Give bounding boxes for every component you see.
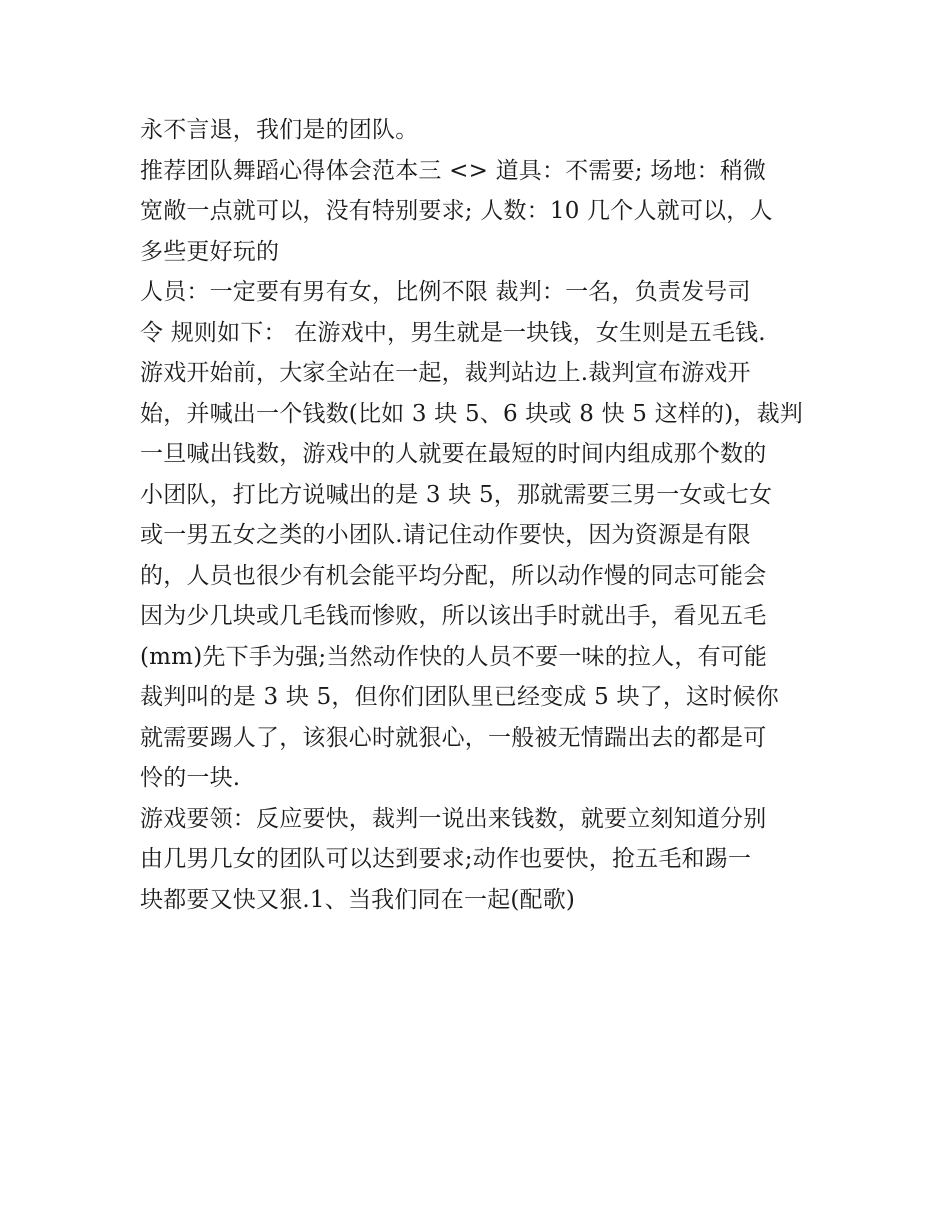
text-line: 怜的一块. — [140, 765, 241, 791]
text-line: 因为少几块或几毛钱而惨败，所以该出手时就出手，看见五毛 — [140, 603, 767, 629]
document-body — [140, 110, 815, 920]
text-line: 游戏要领：反应要快，裁判一说出来钱数，就要立刻知道分别 — [140, 805, 767, 832]
text-line: 或一男五女之类的小团队.请记住动作要快，因为资源是有限 — [140, 522, 751, 548]
text-line: 推荐团队舞蹈心得体会范本三 <> 道具：不需要; 场地：稍微 — [140, 157, 767, 184]
text-line: 宽敞一点就可以，没有特别要求; 人数：10 几个人就可以，人 — [140, 198, 773, 224]
text-line: 就需要踢人了，该狠心时就狠心，一般被无情踹出去的都是可 — [140, 724, 767, 751]
text-line: 多些更好玩的 — [140, 238, 280, 265]
text-line: 裁判叫的是 3 块 5，但你们团队里已经变成 5 块了，这时候你 — [140, 684, 779, 710]
text-line: 由几男几女的团队可以达到要求;动作也要快，抢五毛和踢一 — [140, 846, 752, 872]
text-line: 始，并喊出一个钱数(比如 3 块 5、6 块或 8 快 5 这样的)，裁判 — [140, 400, 804, 427]
text-line: 人员：一定要有男有女，比例不限 裁判：一名，负责发号司 — [140, 279, 751, 305]
text-line: 的，人员也很少有机会能平均分配，所以动作慢的同志可能会 — [140, 562, 767, 589]
text-line: 令 规则如下： 在游戏中，男生就是一块钱，女生则是五毛钱. — [140, 319, 766, 346]
text-line: 块都要又快又狠.1、当我们同在一起(配歌) — [140, 886, 576, 913]
text-line: (mm)先下手为强;当然动作快的人员不要一味的拉人，有可能 — [140, 643, 768, 670]
text-line: 一旦喊出钱数，游戏中的人就要在最短的时间内组成那个数的 — [140, 441, 767, 467]
text-line: 游戏开始前，大家全站在一起，裁判站边上.裁判宣布游戏开 — [140, 360, 751, 386]
text-line: 小团队，打比方说喊出的是 3 块 5，那就需要三男一女或七女 — [140, 481, 773, 508]
text-line: 永不言退，我们是的团队。 — [140, 117, 419, 143]
